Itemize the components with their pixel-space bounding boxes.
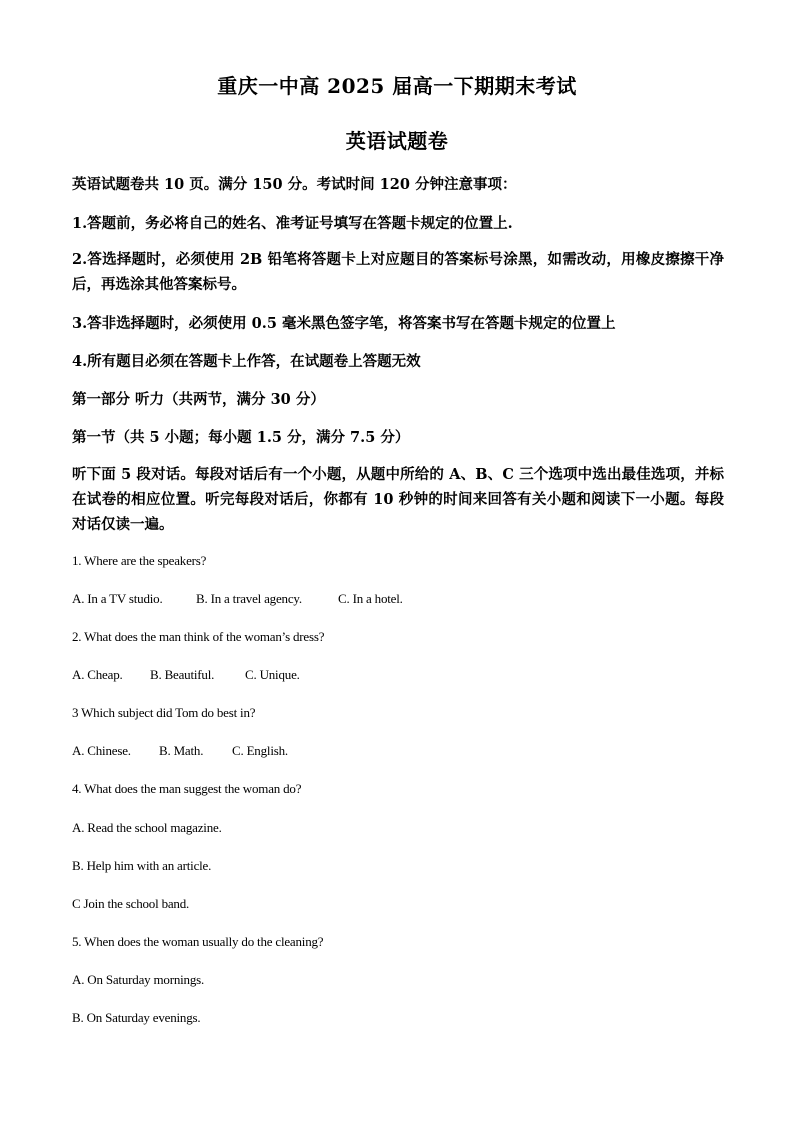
question-1-text: 1. Where are the speakers? xyxy=(72,553,207,568)
instruction-rule-1: 1.答题前，务必将自己的姓名、准考证号填写在答题卡规定的位置上. xyxy=(72,215,513,232)
question-2-options xyxy=(72,667,300,683)
exam-title: 重庆一中高 2025 届高一下期期末考试 xyxy=(217,74,577,98)
question-1-option-b: B. In a travel agency. xyxy=(196,591,302,606)
question-4-option-c: C Join the school band. xyxy=(72,896,190,911)
question-4-option-b: B. Help him with an article. xyxy=(72,858,212,873)
section-heading: 第一节（共 5 小题；每小题 1.5 分，满分 7.5 分） xyxy=(72,429,410,446)
part-heading: 第一部分 听力（共两节，满分 30 分） xyxy=(72,391,325,408)
instruction-rule-4: 4.所有题目必须在答题卡上作答，在试题卷上答题无效 xyxy=(72,353,421,370)
question-3-option-a: A. Chinese. xyxy=(72,743,131,758)
question-5-option-a: A. On Saturday mornings. xyxy=(72,972,205,987)
question-3-option-c: C. English. xyxy=(232,743,288,758)
question-4-text: 4. What does the man suggest the woman do? xyxy=(72,781,302,796)
instruction-rule-2: 2.答选择题时，必须使用 2B 铅笔将答题卡上对应题目的答案标号涂黑，如需改动，用橡皮擦擦干净后，再选涂其他答案标号。 xyxy=(72,251,724,293)
question-1-option-a: A. In a TV studio. xyxy=(72,591,163,606)
question-5-option-b: B. On Saturday evenings. xyxy=(72,1010,201,1025)
instruction-rule-3: 3.答非选择题时，必须使用 0.5 毫米黑色签字笔，将答案书写在答题卡规定的位置上 xyxy=(72,315,616,332)
question-5-text: 5. When does the woman usually do the cleaning? xyxy=(72,934,324,949)
listening-instructions: 听下面 5 段对话。每段对话后有一个小题，从题中所给的 A、B、C 三个选项中选出最佳选项，并标在试卷的相应位置。听完每段对话后，你都有 10 秒钟的时间来回答有关小题和阅读下一小题。每段对话仅读一遍。 xyxy=(72,466,724,533)
question-3-text: 3 Which subject did Tom do best in? xyxy=(72,705,256,720)
question-2-option-a: A. Cheap. xyxy=(72,667,123,682)
question-2-option-c: C. Unique. xyxy=(245,667,300,682)
question-4-option-a: A. Read the school magazine. xyxy=(72,820,222,835)
question-1-options xyxy=(72,591,403,607)
question-2-option-b: B. Beautiful. xyxy=(150,667,215,682)
question-3-options xyxy=(72,743,288,759)
exam-subtitle: 英语试题卷 xyxy=(345,129,449,153)
question-1-option-c: C. In a hotel. xyxy=(338,591,403,606)
question-3-option-b: B. Math. xyxy=(159,743,204,758)
question-2-text: 2. What does the man think of the woman’s dress? xyxy=(72,629,325,644)
exam-overview: 英语试题卷共 10 页。满分 150 分。考试时间 120 分钟注意事项： xyxy=(72,176,517,193)
